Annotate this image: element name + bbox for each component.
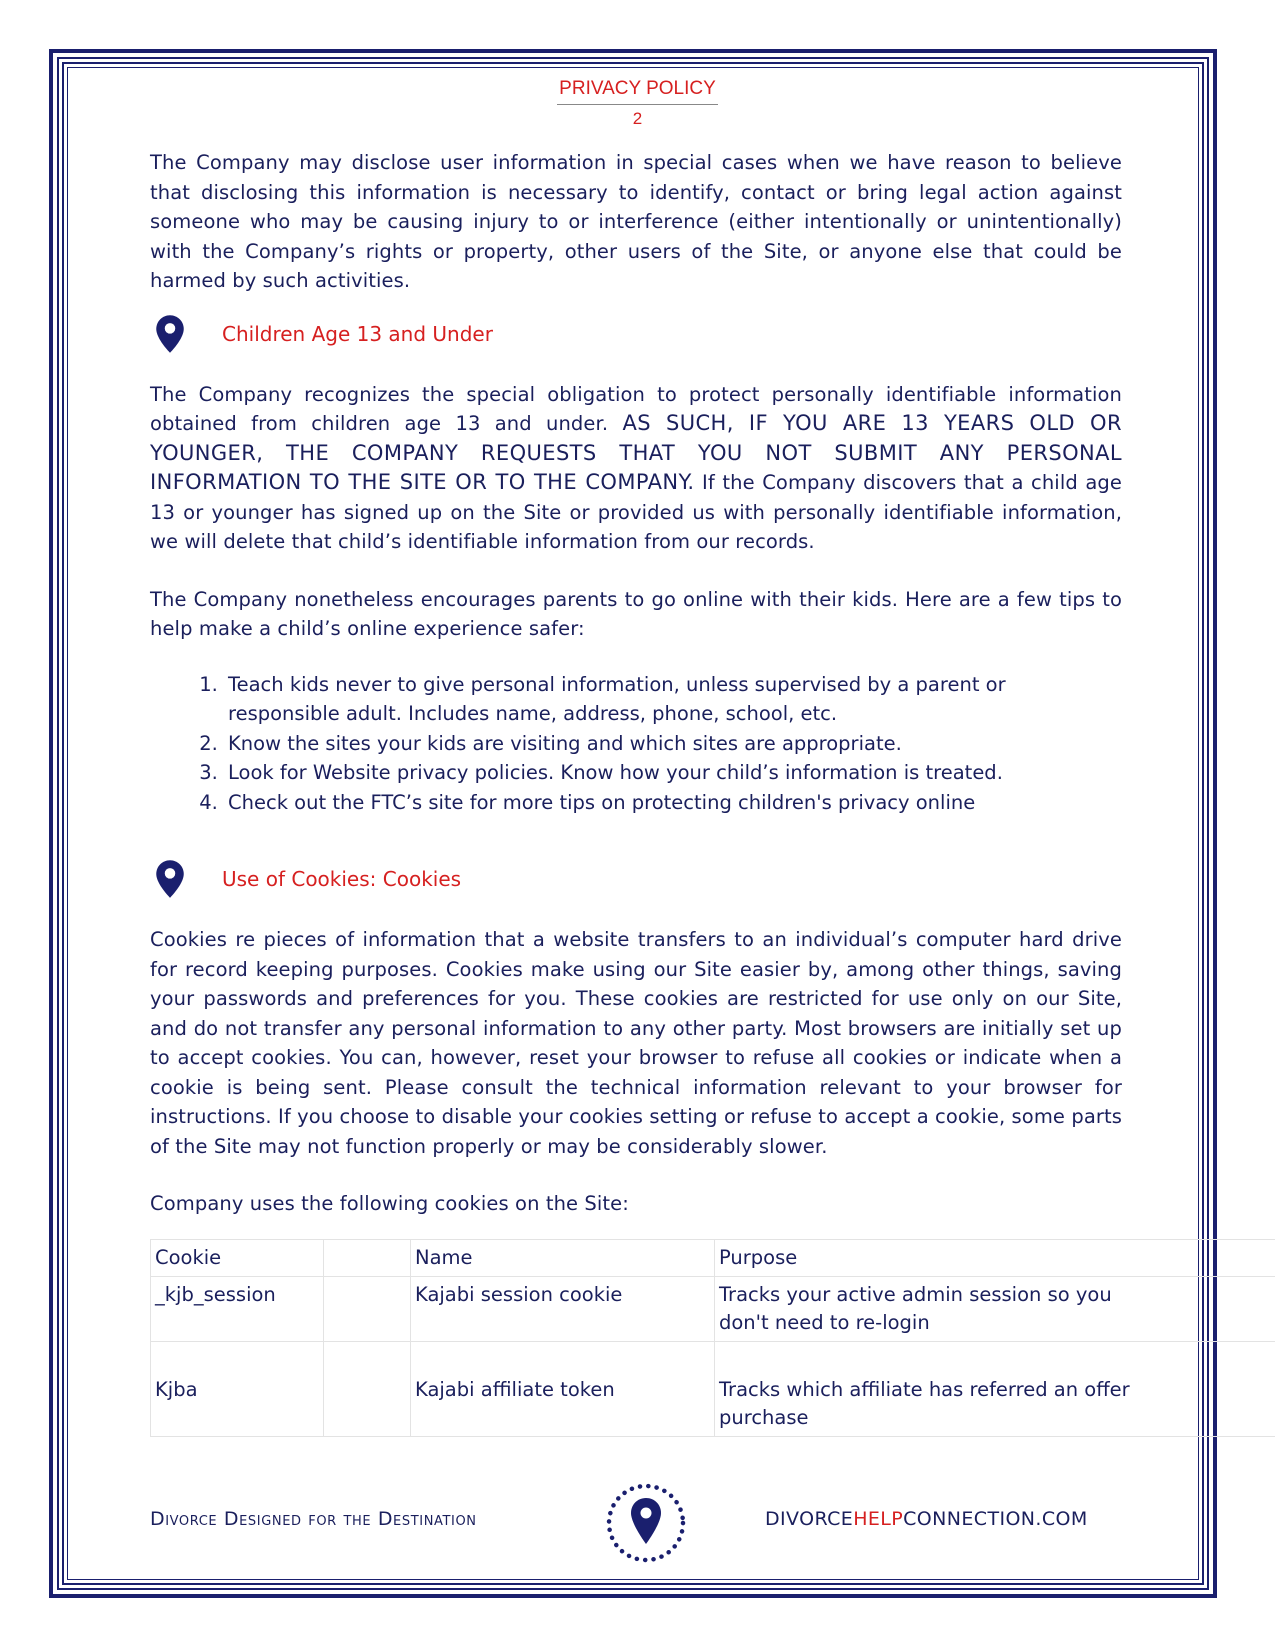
- section-heading-children: [150, 314, 1122, 354]
- children-paragraph-start: The Company recognizes the special obligation to protect personally identifiable information obtained from children age 13 and under.: [150, 382, 1122, 435]
- table-row: [151, 1341, 1275, 1436]
- footer-tagline: Divorce Designed for the Destination: [150, 1508, 477, 1530]
- table-cell: Kjba: [151, 1341, 324, 1436]
- table-cell: Kajabi affiliate token: [411, 1341, 715, 1436]
- table-header: Name: [411, 1239, 715, 1276]
- table-cell: Tracks which affiliate has referred an offer purchase: [715, 1341, 1275, 1436]
- page-header: [0, 78, 1275, 129]
- dotted-circle-pin-logo: [603, 1480, 689, 1566]
- footer-site-part3: CONNECTION.COM: [903, 1508, 1088, 1530]
- list-item: 3. Look for Website privacy policies. Know how your child’s information is treated.: [224, 758, 1122, 788]
- children-paragraph: [150, 380, 1122, 557]
- table-cell: [324, 1276, 411, 1341]
- list-item: 1. Teach kids never to give personal information, unless supervised by a parent or responsible adult. Includes name, address, phone, school, etc.: [224, 670, 1122, 729]
- list-item: 4. Check out the FTC’s site for more tips on protecting children's privacy online: [224, 788, 1122, 818]
- section-heading-cookies: [150, 859, 1122, 899]
- list-item: 2. Know the sites your kids are visiting and which sites are appropriate.: [224, 729, 1122, 759]
- page-number: 2: [632, 109, 643, 128]
- document-body: [150, 148, 1130, 1437]
- footer-site-part1: DIVORCE: [765, 1508, 854, 1530]
- table-cell: [324, 1341, 411, 1436]
- tips-list: [150, 670, 1122, 818]
- footer-site-part2: HELP: [853, 1508, 904, 1530]
- table-header-row: [151, 1239, 1275, 1276]
- table-header: Cookie: [151, 1239, 324, 1276]
- location-pin-icon: [154, 859, 186, 899]
- table-header: [324, 1239, 411, 1276]
- location-pin-icon: [154, 314, 186, 354]
- table-row: [151, 1276, 1275, 1341]
- children-paragraph-end: If the Company discovers that a child age 13 or younger has signed up on the Site or provided us with personally identifiable information, we will delete that child’s identifiable information from our records.: [150, 471, 1122, 553]
- page-title: PRIVACY POLICY: [557, 78, 718, 105]
- table-cell: Tracks your active admin session so you don't need to re-login: [715, 1276, 1275, 1341]
- cookies-paragraph: Cookies re pieces of information that a website transfers to an individual’s computer hard drive for record keeping purposes. Cookies make using our Site easier by, among other things, saving your passwords and preferences for you. These cookies are restricted for use only on our Site, and do not transfer any personal information to any other party. Most browsers are initially set up to accept cookies. You can, however, reset your browser to refuse all cookies or indicate when a cookie is being sent. Please consult the technical information relevant to your browser for instructions. If you choose to disable your cookies setting or refuse to accept a cookie, some parts of the Site may not function properly or may be considerably slower.: [150, 928, 1122, 1158]
- parents-paragraph: The Company nonetheless encourages parents to go online with their kids. Here are a few tips to help make a child’s online experience safer:: [150, 587, 1122, 640]
- section-title: Children Age 13 and Under: [222, 321, 493, 346]
- cookies-list-intro: Company uses the following cookies on the Site:: [150, 1192, 629, 1215]
- table-header: Purpose: [715, 1239, 1275, 1276]
- table-cell: Kajabi session cookie: [411, 1276, 715, 1341]
- children-paragraph-caps: AS SUCH, IF YOU ARE 13 YEARS OLD OR YOUNGER, THE COMPANY REQUESTS THAT YOU NOT SUBMIT ANY PERSONAL INFORMATION TO THE SITE OR TO THE COMPANY.: [150, 411, 1122, 494]
- intro-paragraph: The Company may disclose user information in special cases when we have reason to believe that disclosing this information is necessary to identify, contact or bring legal action against someone who may be causing injury to or interference (either intentionally or unintentionally) with the Company’s rights or property, other users of the Site, or anyone else that could be harmed by such activities.: [150, 151, 1122, 292]
- cookie-table: [150, 1239, 1275, 1437]
- footer-website: [765, 1508, 1088, 1530]
- table-cell: _kjb_session: [151, 1276, 324, 1341]
- section-title: Use of Cookies: Cookies: [222, 867, 462, 891]
